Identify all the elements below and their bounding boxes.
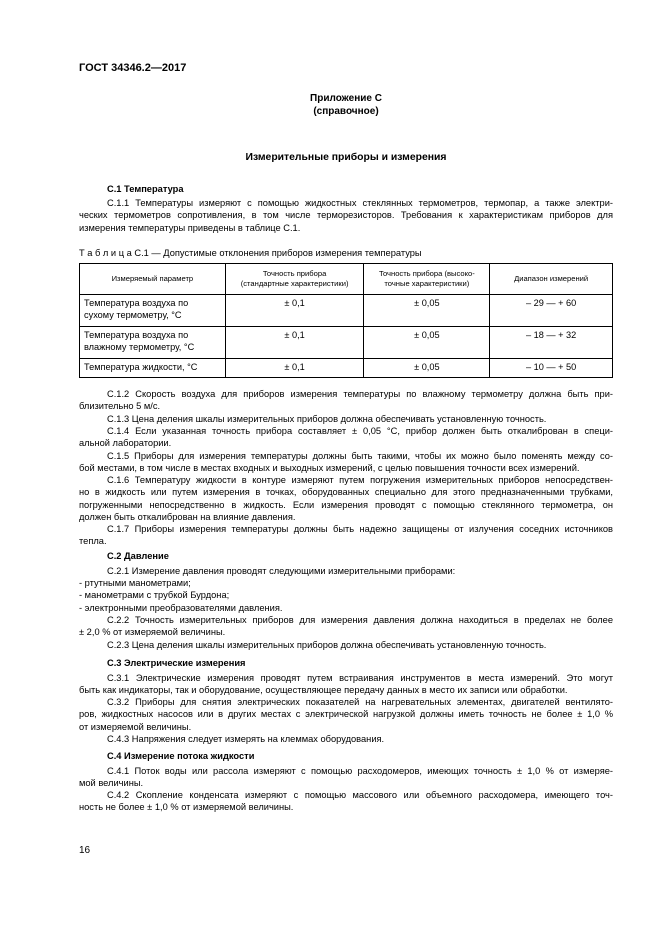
param-cell xyxy=(80,295,226,327)
table-header-row xyxy=(80,264,613,295)
section-heading-c4: С.4 Измерение потока жидкости xyxy=(107,751,255,761)
param-cell xyxy=(80,327,226,359)
text-line: тепла. xyxy=(79,536,107,547)
text-line: но в жидкость или путем измерения в точках, оборудованных специально для этого предназначенными трубками, xyxy=(79,487,613,498)
text-line: С.1.7 Приборы измерения температуры должны быть надежно защищены от излучения соседних источников xyxy=(107,524,613,534)
param-text: Температура воздуха по xyxy=(84,330,189,340)
header-cell xyxy=(225,264,364,295)
paragraph-c2-2 xyxy=(79,614,613,639)
paragraph-c1-2 xyxy=(79,388,613,413)
header-cell xyxy=(364,264,490,295)
pressure-instrument-list xyxy=(79,577,613,614)
text-line: погруженными непосредственно в жидкость. Если измерения проводят с помощью стеклянного термометра, он xyxy=(79,499,613,510)
list-item: - электронными преобразователями давления. xyxy=(79,602,283,613)
paragraph-c2-1 xyxy=(79,565,613,577)
paragraph-c3-2 xyxy=(79,696,613,733)
high-accuracy-cell: ± 0,05 xyxy=(364,327,490,359)
page-number: 16 xyxy=(79,845,91,856)
header-cell xyxy=(80,264,226,295)
text-line: близительно 5 м/с. xyxy=(79,401,161,412)
table-caption: Т а б л и ц а С.1 — Допустимые отклонения приборов измерения температуры xyxy=(79,248,422,258)
param-cell xyxy=(80,359,226,378)
paragraph-c1-7 xyxy=(79,523,613,548)
text-line: С.4.2 Скопление конденсата измеряют с помощью массового или объемного расходомера, имеющего точ- xyxy=(107,790,613,800)
annex-subtitle: (справочное) xyxy=(313,106,379,117)
accuracy-table xyxy=(79,263,613,378)
param-text: Температура жидкости, °С xyxy=(84,362,198,372)
range-cell: – 10 — + 50 xyxy=(490,359,613,378)
text-line: С.1.2 Скорость воздуха для приборов измерения температуры по влажному термометру должна быть при- xyxy=(107,389,613,399)
text-line: С.3.1 Электрические измерения проводят путем встраивания инструментов в места измерений. Это могут xyxy=(107,673,613,683)
text-line: ческих термометров сопротивления, в том числе терморезисторов. Требования к характеристикам приборов для xyxy=(79,210,613,221)
text-line: С.3.2 Приборы для снятия электрических показателей на нагревательных элементах, двигателей вентилято- xyxy=(107,697,613,707)
header-text: Точность прибора xyxy=(262,269,327,278)
param-text: сухому термометру, °С xyxy=(84,309,182,320)
paragraph-c4-1 xyxy=(79,765,613,790)
text-line: С.2.3 Цена деления шкалы измерительных приборов должна обеспечивать установленную точность. xyxy=(107,640,547,650)
paragraph-c1-6 xyxy=(79,474,613,524)
std-accuracy-cell: ± 0,1 xyxy=(225,295,364,327)
paragraph-c1-1 xyxy=(79,197,613,234)
list-item: - ртутными манометрами; xyxy=(79,578,191,588)
paragraph-c2-3 xyxy=(79,639,613,651)
text-line: С.1.1 Температуры измеряют с помощью жидкостных стеклянных термометров, термопар, а также электри- xyxy=(107,198,613,208)
text-line: бой местами, в том числе в местах входных и выходных измерений, с целью повышения точности всех измерений. xyxy=(79,463,580,474)
annex-main-title: Измерительные приборы и измерения xyxy=(245,152,447,163)
text-line: должен быть откалиброван на влияние давления. xyxy=(79,512,296,523)
header-text: Точность прибора (высоко- xyxy=(378,269,475,278)
text-line: С.1.3 Цена деления шкалы измерительных приборов должна обеспечивать установленную точность. xyxy=(107,414,547,424)
paragraph-c3-1 xyxy=(79,672,613,697)
paragraph-c4-2 xyxy=(79,789,613,814)
std-accuracy-cell: ± 0,1 xyxy=(225,359,364,378)
header-text: Диапазон измерений xyxy=(514,274,589,283)
text-line: С.2.1 Измерение давления проводят следующими измерительными приборами: xyxy=(107,566,456,576)
high-accuracy-cell: ± 0,05 xyxy=(364,359,490,378)
table-row xyxy=(80,327,613,359)
table-row xyxy=(80,359,613,378)
text-line: С.1.4 Если указанная точность прибора составляет ± 0,05 °С, прибор должен быть откалиброван в специ- xyxy=(107,426,613,436)
text-line: С.1.5 Приборы для измерения температуры должны быть такими, чтобы их можно было поменять между со- xyxy=(107,451,613,461)
text-line: ± 2,0 % от измеряемой величины. xyxy=(79,627,226,638)
text-line: С.4.1 Поток воды или рассола измеряют с помощью расходомеров, имеющих точность ± 1,0 % от измеряе- xyxy=(107,766,613,776)
text-line: альной лаборатории. xyxy=(79,438,172,449)
paragraph-c1-3 xyxy=(79,413,613,425)
paragraph-c1-5 xyxy=(79,450,613,475)
text-line: ров, жидкостных насосов или в других местах с электрической нагрузкой должны иметь точность не более ± 1,0 % xyxy=(79,709,613,720)
document-code: ГОСТ 34346.2—2017 xyxy=(79,62,187,74)
list-item: - манометрами с трубкой Бурдона; xyxy=(79,590,230,601)
header-text: Измеряемый параметр xyxy=(111,274,194,283)
text-line: С.4.3 Напряжения следует измерять на клеммах оборудования. xyxy=(107,734,385,744)
text-line: мой величины. xyxy=(79,778,144,789)
section-heading-c2: С.2 Давление xyxy=(107,551,169,561)
range-cell: – 18 — + 32 xyxy=(490,327,613,359)
header-text: (стандартные характеристики) xyxy=(240,279,349,288)
text-line: от измеряемой величины. xyxy=(79,721,192,732)
text-line: быть как индикаторы, так и оборудование, осуществляющее передачу данных в место их записи или обработки. xyxy=(79,685,568,696)
text-line: ность не более ± 1,0 % от измеряемой величины. xyxy=(79,802,294,813)
paragraph-c4-3 xyxy=(79,733,613,745)
range-cell: – 29 — + 60 xyxy=(490,295,613,327)
text-line: С.1.6 Температуру жидкости в контуре измеряют путем погружения измерительных приборов непосредствен- xyxy=(107,475,613,485)
std-accuracy-cell: ± 0,1 xyxy=(225,327,364,359)
param-text: Температура воздуха по xyxy=(84,298,189,308)
header-cell xyxy=(490,264,613,295)
section-heading-c3: С.3 Электрические измерения xyxy=(107,658,246,668)
text-line: измерения температуры приведены в таблице С.1. xyxy=(79,222,301,233)
text-line: С.2.2 Точность измерительных приборов для измерения давления должна находиться в пределах не более xyxy=(107,615,613,625)
high-accuracy-cell: ± 0,05 xyxy=(364,295,490,327)
param-text: влажному термометру, °С xyxy=(84,341,195,352)
annex-title: Приложение С xyxy=(310,93,382,104)
table-row xyxy=(80,295,613,327)
paragraph-c1-4 xyxy=(79,425,613,450)
section-heading-c1: С.1 Температура xyxy=(107,184,184,194)
header-text: точные характеристики) xyxy=(384,279,470,288)
annex-heading xyxy=(79,92,613,118)
